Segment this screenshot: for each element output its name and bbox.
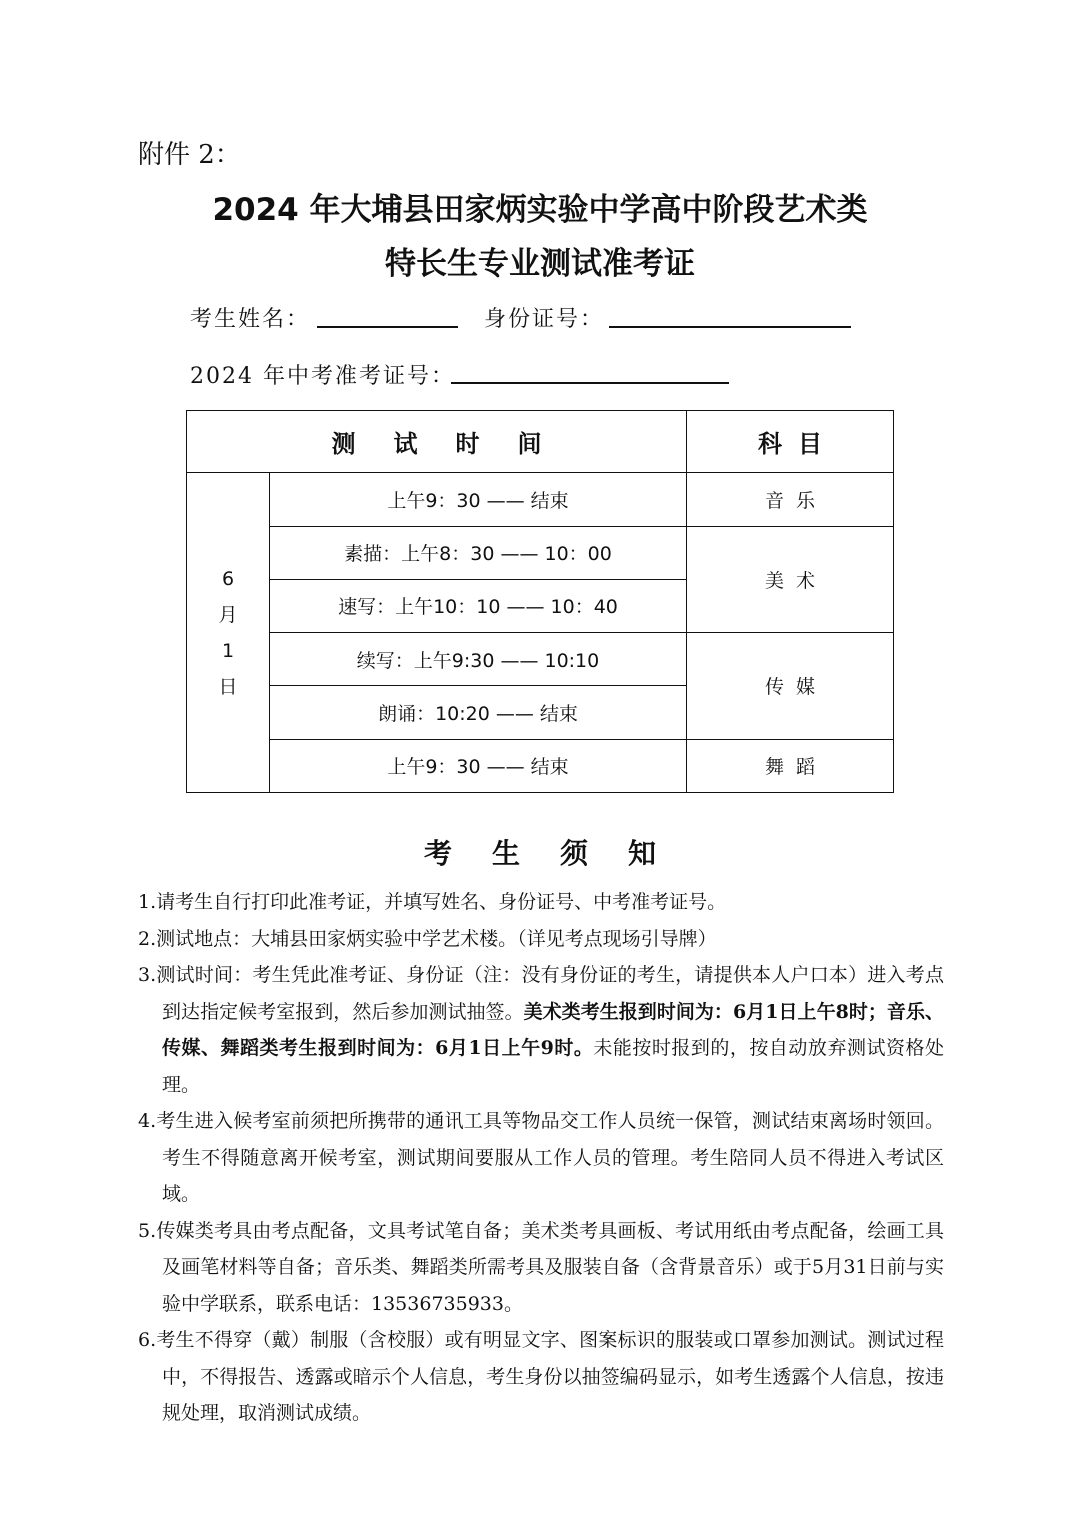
notice-item-3: 3.测试时间：考生凭此准考证、身份证（注：没有身份证的考生，请提供本人户口本）进入考点到达指定候考室报到，然后参加测试抽签。美术类考生报到时间为：6月1日上午8时；音乐、传媒、舞蹈类考生报到时间为：6月1日上午9时。未能按时报到的，按自动放弃测试资格处理。 [138, 964, 944, 1096]
notice-title: 考生须知 [423, 837, 696, 870]
notice-list [138, 884, 944, 1432]
notice-item-3-emphasis: 美术类考生报到时间为：6月1日上午8时；音乐、传媒、舞蹈类考生报到时间为：6月1日上午9时。 [162, 1000, 944, 1059]
subject-cell-media: 传媒 [687, 633, 894, 740]
subject-cell-music: 音乐 [687, 473, 894, 526]
time-cell: 上午9：30 —— 结束 [270, 739, 687, 792]
notice-item-4: 4.考生进入候考室前须把所携带的通讯工具等物品交工作人员统一保管，测试结束离场时领回。考生不得随意离开候考室，测试期间要服从工作人员的管理。考生陪同人员不得进入考试区域。 [138, 1110, 944, 1205]
notice-item-6: 6.考生不得穿（戴）制服（含校服）或有明显文字、图案标识的服装或口罩参加测试。测试过程中，不得报告、透露或暗示个人信息，考生身份以抽签编码显示，如考生透露个人信息，按违规处理，取消测试成绩。 [138, 1329, 944, 1424]
subject-cell-dance: 舞蹈 [687, 739, 894, 792]
name-label: 考生姓名： [190, 307, 311, 332]
exam-number-field[interactable] [451, 382, 729, 384]
time-cell: 上午9：30 —— 结束 [270, 473, 687, 526]
subject-cell-art: 美术 [687, 526, 894, 633]
table-row [187, 473, 894, 526]
page-subtitle: 特长生专业测试准考证 [385, 246, 695, 282]
table-row [187, 633, 894, 686]
header-subject: 科目 [687, 411, 894, 473]
table-header-row [187, 411, 894, 473]
id-number-field[interactable] [609, 326, 851, 328]
time-cell: 续写：上午9:30 —— 10:10 [270, 633, 687, 686]
notice-item-2: 2.测试地点：大埔县田家炳实验中学艺术楼。（详见考点现场引导牌） [138, 927, 717, 950]
date-cell: 6 月 1 日 [187, 473, 270, 793]
schedule-table [186, 410, 894, 793]
exam-number-label: 2024 年中考准考证号： [190, 364, 455, 389]
table-row [187, 739, 894, 792]
id-label: 身份证号： [484, 307, 605, 332]
page-title: 2024 年大埔县田家炳实验中学高中阶段艺术类 [212, 192, 868, 228]
attachment-label: 附件 2： [138, 140, 241, 170]
time-cell: 速写：上午10：10 —— 10：40 [270, 579, 687, 632]
header-time: 测试时间 [187, 411, 687, 473]
notice-item-1: 1.请考生自行打印此准考证，并填写姓名、身份证号、中考准考证号。 [138, 891, 727, 913]
time-cell: 素描：上午8：30 —— 10：00 [270, 526, 687, 579]
time-cell: 朗诵：10:20 —— 结束 [270, 686, 687, 739]
name-field[interactable] [317, 326, 458, 328]
notice-item-5: 5.传媒类考具由考点配备，文具考试笔自备；美术类考具画板、考试用纸由考点配备，绘画工具及画笔材料等自备；音乐类、舞蹈类所需考具及服装自备（含背景音乐）或于5月31日前与实验中学联系，联系电话：13536735933。 [138, 1219, 944, 1315]
table-row [187, 526, 894, 579]
